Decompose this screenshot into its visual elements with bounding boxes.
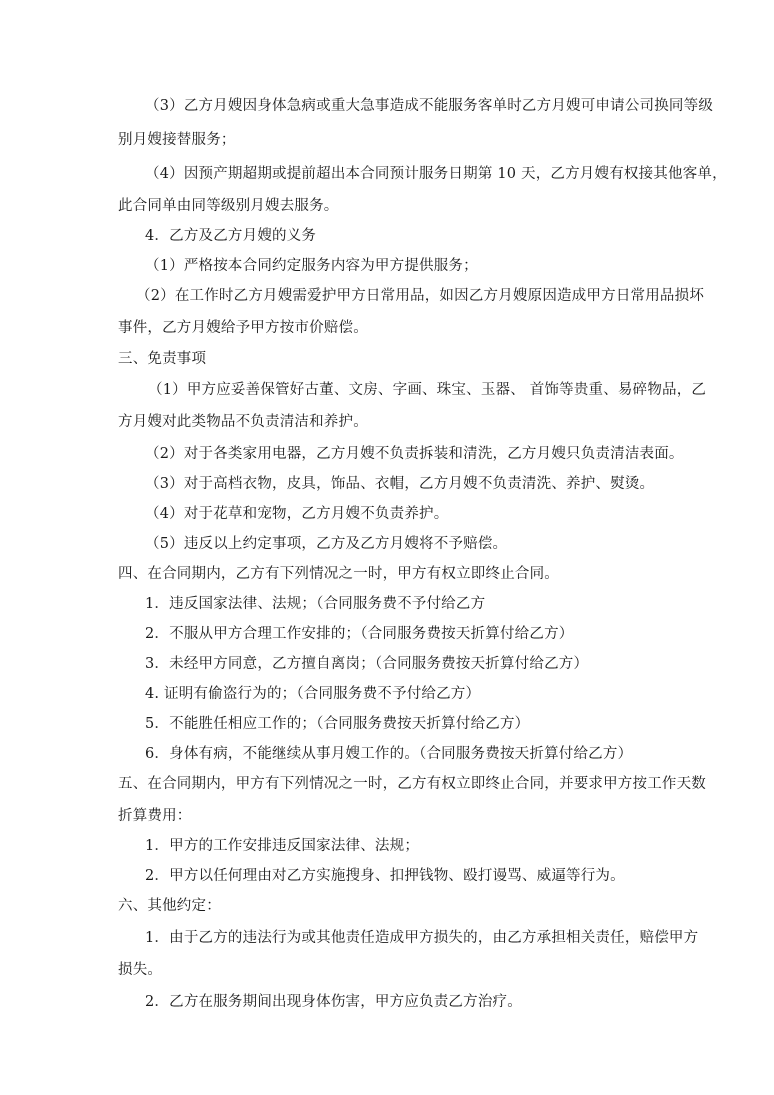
text-line: 损失。 <box>118 962 163 978</box>
text-line: 别月嫂接替服务； <box>118 132 236 148</box>
text-line: 1．甲方的工作安排违反国家法律、法规； <box>145 838 420 854</box>
text-line: 4. 证明有偷盗行为的；（合同服务费不予付给乙方） <box>145 686 481 702</box>
text-line: 3．未经甲方同意，乙方擅自离岗；（合同服务费按天折算付给乙方） <box>145 656 589 672</box>
text-line: 2．乙方在服务期间出现身体伤害，甲方应负责乙方治疗。 <box>145 994 522 1010</box>
text-line: 此合同单由同等级别月嫂去服务。 <box>118 198 339 214</box>
text-line: 折算费用： <box>118 808 192 824</box>
text-line: （1）严格按本合同约定服务内容为甲方提供服务； <box>145 258 478 274</box>
text-line: 方月嫂对此类物品不负责清洁和养护。 <box>118 414 368 430</box>
text-line: 1．由于乙方的违法行为或其他责任造成甲方损失的，由乙方承担相关责任，赔偿甲方 <box>145 930 699 946</box>
section-heading: 4．乙方及乙方月嫂的义务 <box>145 228 317 244</box>
section-heading: 五、在合同期内，甲方有下列情况之一时，乙方有权立即终止合同，并要求甲方按工作天数 <box>118 776 706 792</box>
text-line: 5．不能胜任相应工作的；（合同服务费按天折算付给乙方） <box>145 716 530 732</box>
text-line: （5）违反以上约定事项，乙方及乙方月嫂将不予赔偿。 <box>145 536 508 552</box>
text-line: 事件，乙方月嫂给予甲方按市价赔偿。 <box>118 320 368 336</box>
text-line: （4）因预产期超期或提前超出本合同预计服务日期第 10 天，乙方月嫂有权接其他客单， <box>145 166 727 182</box>
text-line: 2．甲方以任何理由对乙方实施搜身、扣押钱物、殴打谩骂、威逼等行为。 <box>145 868 625 884</box>
text-line: （2）对于各类家用电器，乙方月嫂不负责拆装和清洗，乙方月嫂只负责清洁表面。 <box>145 446 684 462</box>
text-line: （2）在工作时乙方月嫂需爱护甲方日常用品，如因乙方月嫂原因造成甲方日常用品损坏 <box>136 288 705 304</box>
text-line: （3）对于高档衣物，皮具，饰品、衣帽，乙方月嫂不负责清洗、养护、熨烫。 <box>145 476 655 492</box>
text-line: 2．不服从甲方合理工作安排的；（合同服务费按天折算付给乙方） <box>145 626 574 642</box>
section-heading: 六、其他约定： <box>118 898 221 914</box>
text-line: （3）乙方月嫂因身体急病或重大急事造成不能服务客单时乙方月嫂可申请公司换同等级 <box>145 98 714 114</box>
text-line: （1）甲方应妥善保管好古董、文房、字画、珠宝、玉器、 首饰等贵重、易碎物品，乙 <box>148 382 707 398</box>
text-line: 1．违反国家法律、法规；（合同服务费不予付给乙方 <box>145 596 486 612</box>
text-line: （4）对于花草和宠物，乙方月嫂不负责养护。 <box>145 506 449 522</box>
text-line: 6．身体有病，不能继续从事月嫂工作的。（合同服务费按天折算付给乙方） <box>145 746 633 762</box>
section-heading: 四、在合同期内，乙方有下列情况之一时，甲方有权立即终止合同。 <box>118 566 559 582</box>
section-heading: 三、免责事项 <box>118 351 207 367</box>
